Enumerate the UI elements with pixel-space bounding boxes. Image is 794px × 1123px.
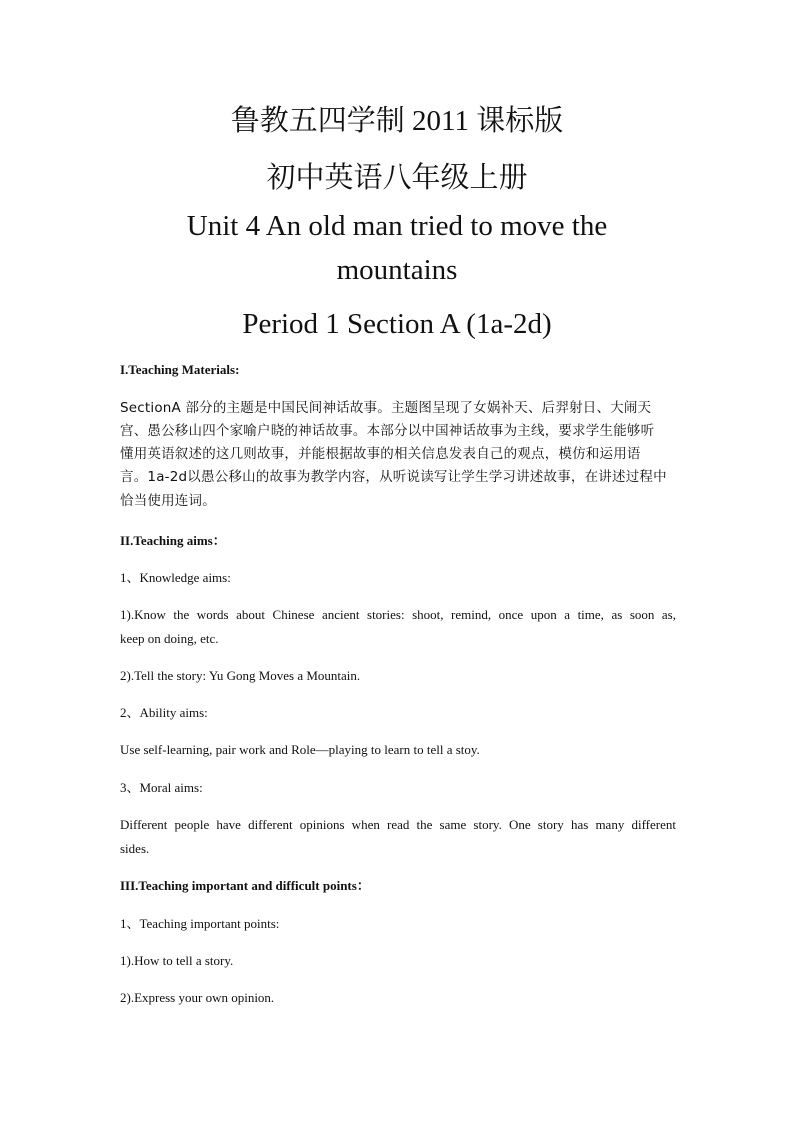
materials-line: 恰当使用连词。 xyxy=(120,493,216,509)
knowledge-aims-label: 1、Knowledge aims: xyxy=(120,570,231,585)
knowledge-aim-2: 2).Tell the story: Yu Gong Moves a Mountain. xyxy=(120,668,361,683)
materials-line: 宫、愚公移山四个家喻户晓的神话故事。本部分以中国神话故事为主线，要求学生能够听 xyxy=(120,423,655,439)
heading-teaching-aims: II.Teaching aims： xyxy=(120,533,226,548)
title-publisher: 鲁教五四学制 2011 课标版 xyxy=(230,105,564,137)
title-period: Period 1 Section A (1a-2d) xyxy=(242,308,552,340)
materials-line: SectionA 部分的主题是中国民间神话故事。主题图呈现了女娲补天、后羿射日、大闹天 xyxy=(120,400,652,416)
title-unit-line2: mountains xyxy=(336,254,458,286)
important-point-1: 1).How to tell a story. xyxy=(120,953,234,968)
title-grade: 初中英语八年级上册 xyxy=(266,162,528,194)
knowledge-aim-1-cont: keep on doing, etc. xyxy=(120,631,219,646)
moral-aims-label: 3、Moral aims: xyxy=(120,780,203,795)
title-unit-line1: Unit 4 An old man tried to move the xyxy=(186,210,608,242)
important-point-2: 2).Express your own opinion. xyxy=(120,990,275,1005)
heading-teaching-materials: I.Teaching Materials: xyxy=(120,362,240,377)
materials-line: 懂用英语叙述的这几则故事，并能根据故事的相关信息发表自己的观点，模仿和运用语 xyxy=(120,446,641,462)
heading-important-points: III.Teaching important and difficult points： xyxy=(120,878,370,893)
moral-aims-text-cont: sides. xyxy=(120,841,150,856)
ability-aims-label: 2、Ability aims: xyxy=(120,705,208,720)
knowledge-aim-1: 1).Know the words about Chinese ancient stories: shoot, remind, once upon a time, as soon as, xyxy=(120,607,676,622)
important-points-label: 1、Teaching important points: xyxy=(120,916,280,931)
materials-line: 言。1a-2d以愚公移山的故事为教学内容，从听说读写让学生学习讲述故事，在讲述过程中 xyxy=(120,469,667,485)
ability-aims-text: Use self-learning, pair work and Role—playing to learn to tell a stoy. xyxy=(120,742,480,757)
moral-aims-text: Different people have different opinions when read the same story. One story has many different xyxy=(120,817,676,832)
